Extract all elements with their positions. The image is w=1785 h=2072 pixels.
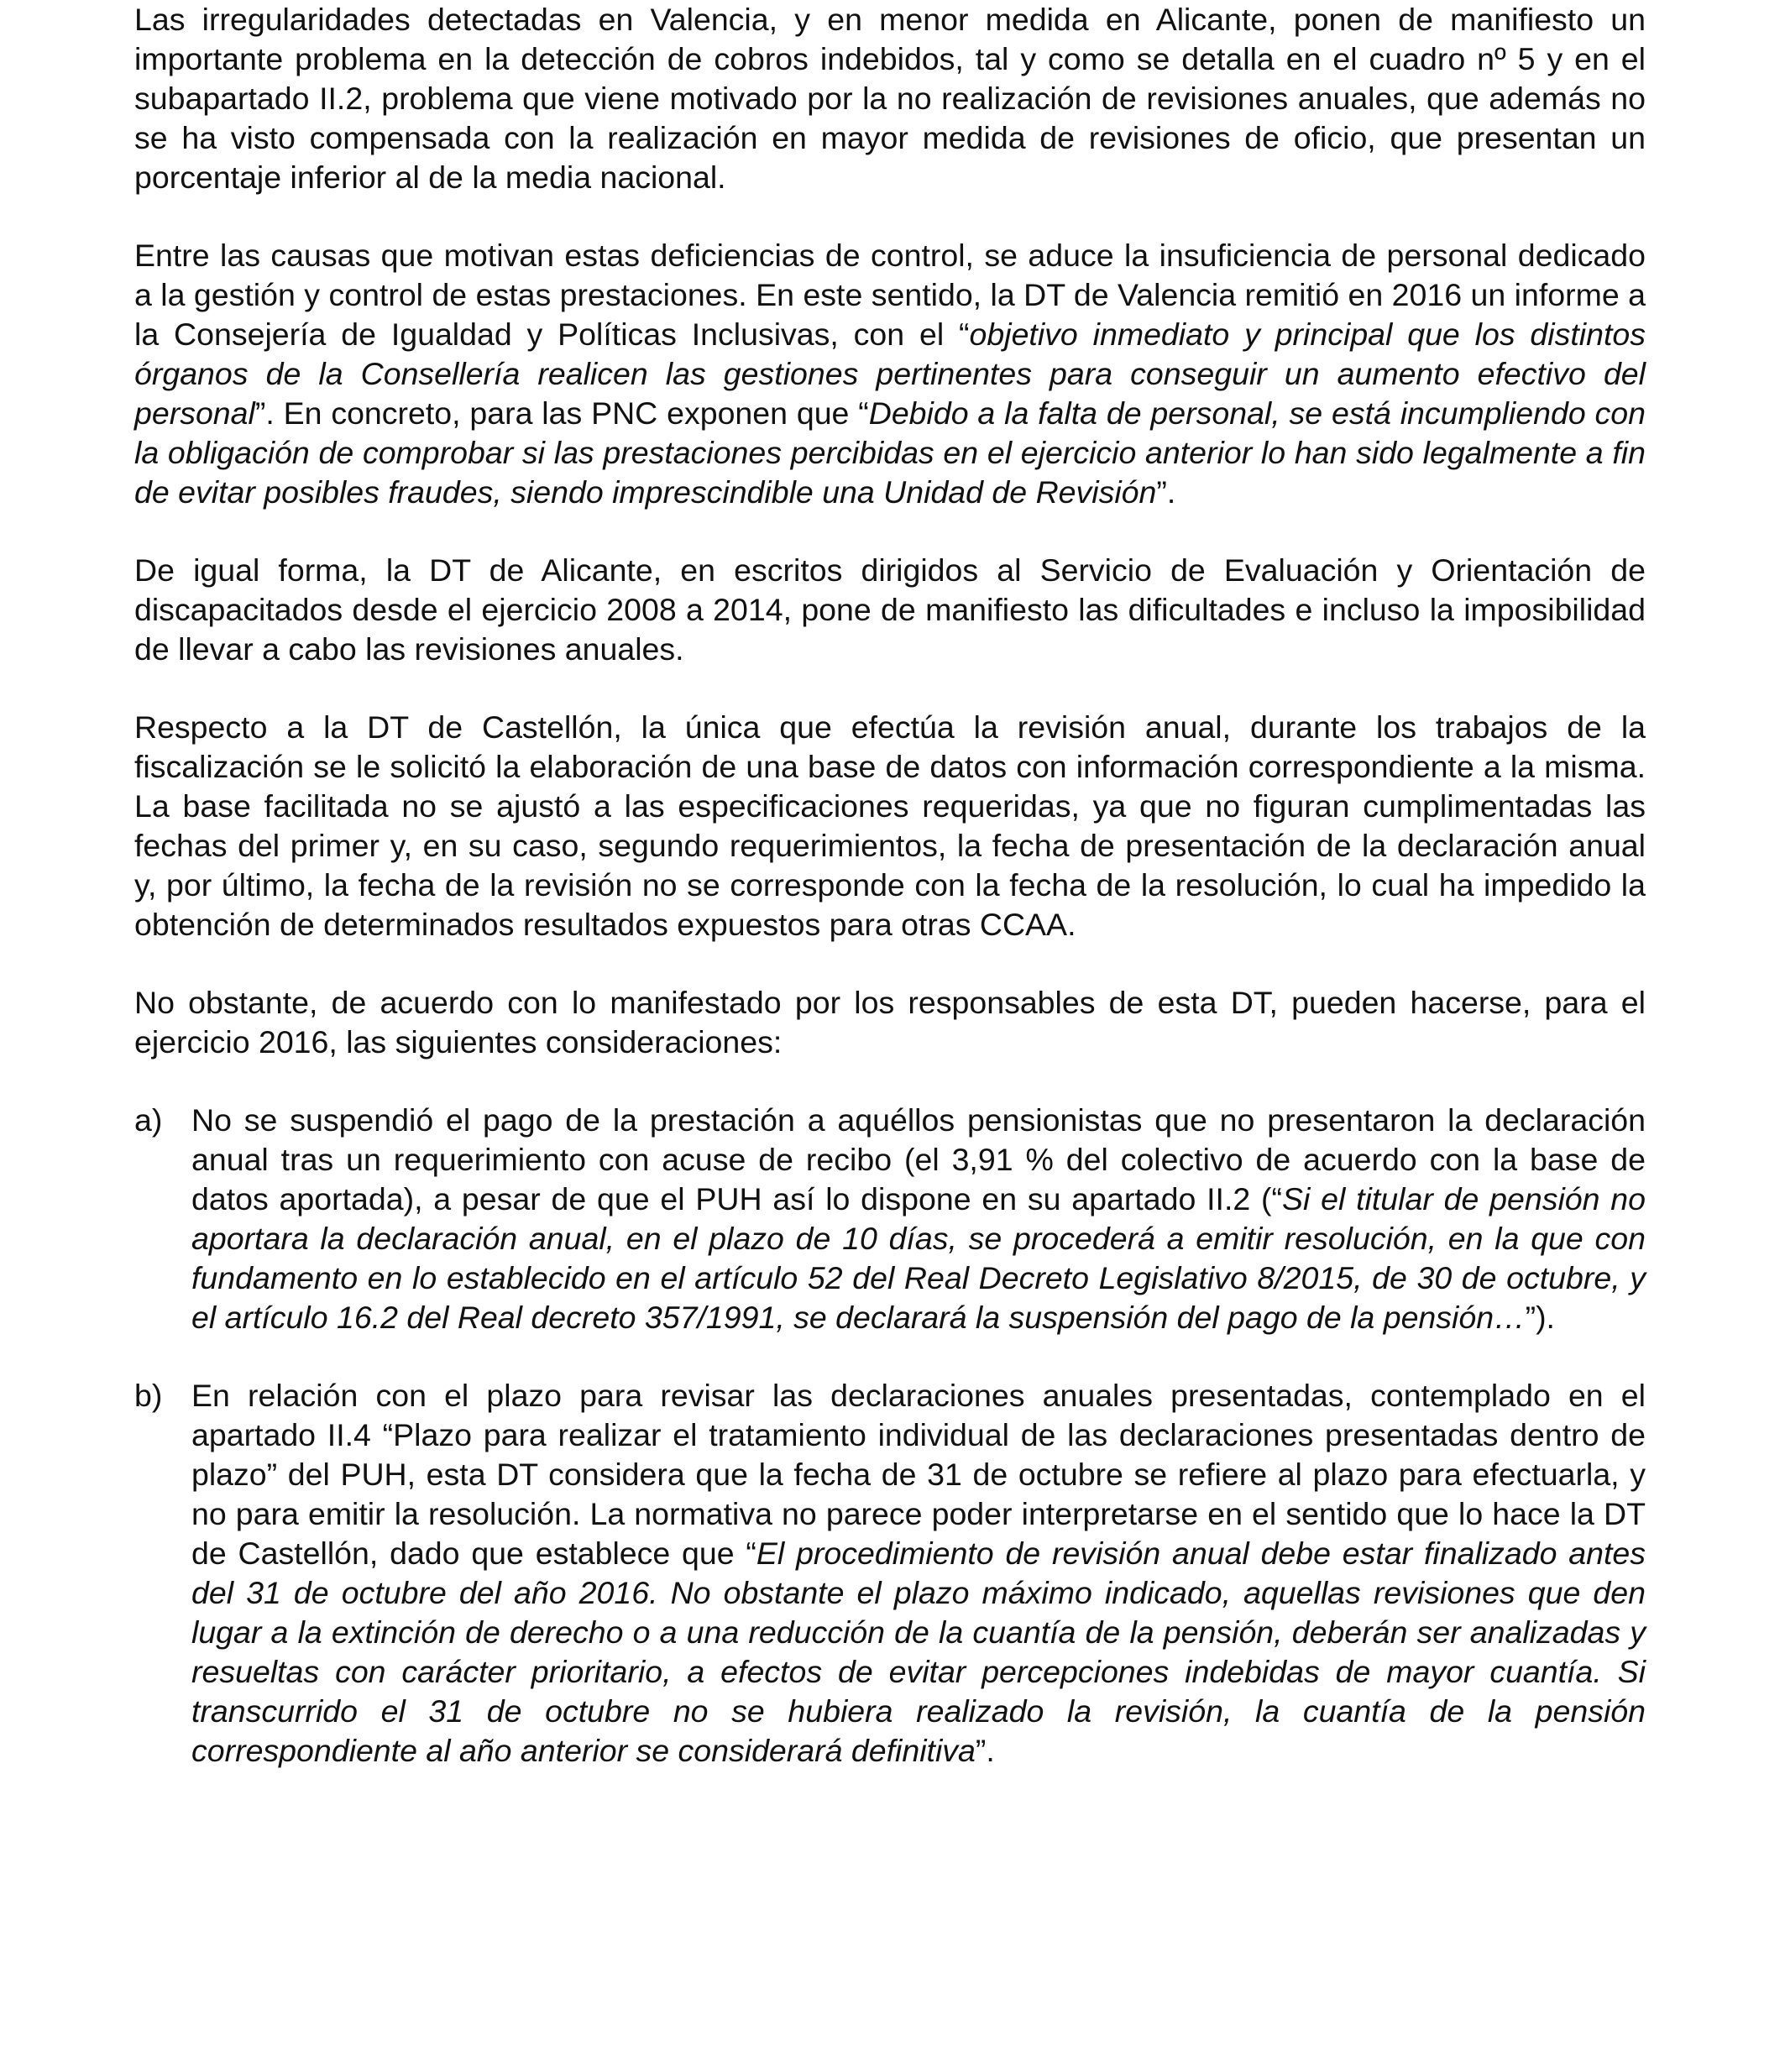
paragraph-alicante bbox=[134, 551, 1646, 669]
text-segment: ”. En concreto, para las PNC exponen que “ bbox=[254, 395, 869, 431]
text-segment: No obstante, de acuerdo con lo manifestado por los responsables de esta DT, pueden hacerse, para el ejercicio 2016, las siguientes consideraciones: bbox=[134, 985, 1646, 1060]
list-item-b bbox=[134, 1376, 1646, 1771]
text-segment: Respecto a la DT de Castellón, la única que efectúa la revisión anual, durante los trabajos de la fiscalización se le solicitó la elaboración de una base de datos con información correspondiente a la misma. La base facilitada no se ajustó a las especificaciones requeridas, ya que no figuran cumplimentadas las fechas del primer y, en su caso, segundo requerimientos, la fecha de presentación de la declaración anual y, por último, la fecha de la revisión no se corresponde con la fecha de la resolución, lo cual ha impedido la obtención de determinados resultados expuestos para otras CCAA. bbox=[134, 709, 1646, 942]
quote-segment: objetivo inmediato y principal que los distintos órganos de la Consellería realicen las gestiones pertinentes para conseguir un aumento efectivo del personal bbox=[134, 317, 1646, 431]
list-marker: b) bbox=[134, 1378, 163, 1413]
list-marker: a) bbox=[134, 1102, 163, 1138]
text-segment: Entre las causas que motivan estas deficiencias de control, se aduce la insuficiencia de personal dedicado a la gestión y control de estas prestaciones. En este sentido, la DT de Valencia remitió en 2016 un informe a la Consejería de Igualdad y Políticas Inclusivas, con el “ bbox=[134, 238, 1646, 352]
quote-segment: Debido a la falta de personal, se está incumpliendo con la obligación de comprobar si las prestaciones percibidas en el ejercicio anterior lo han sido legalmente a fin de evitar posibles fraudes, siendo imprescindible una Unidad de Revisión bbox=[134, 395, 1646, 510]
text-segment: De igual forma, la DT de Alicante, en escritos dirigidos al Servicio de Evaluación y Orientación de discapacitados desde el ejercicio 2008 a 2014, pone de manifiesto las dificultades e incluso la imposibilidad de llevar a cabo las revisiones anuales. bbox=[134, 552, 1646, 667]
quote-segment: El procedimiento de revisión anual debe estar finalizado antes del 31 de octubre del año 2016. No obstante el plazo máximo indicado, aquellas revisiones que den lugar a la extinción de derecho o a una reducción de la cuantía de la pensión, deberán ser analizadas y resueltas con carácter prioritario, a efectos de evitar percepciones indebidas de mayor cuantía. Si transcurrido el 31 de octubre no se hubiera realizado la revisión, la cuantía de la pensión correspondiente al año anterior se considerará definitiva bbox=[191, 1536, 1646, 1768]
document-page bbox=[134, 0, 1646, 1809]
list-item-a bbox=[134, 1101, 1646, 1337]
paragraph-irregularidades bbox=[134, 0, 1646, 197]
quote-segment: Si el titular de pensión no aportara la declaración anual, en el plazo de 10 días, se procederá a emitir resolución, en la que con fundamento en lo establecido en el artículo 52 del Real Decreto Legislativo 8/2015, de 30 de octubre, y el artículo 16.2 del Real decreto 357/1991, se declarará la suspensión del pago de la pensión… bbox=[191, 1181, 1646, 1335]
paragraph-causas bbox=[134, 236, 1646, 512]
text-segment: No se suspendió el pago de la prestación a aquéllos pensionistas que no presentaron la declaración anual tras un requerimiento con acuse de recibo (el 3,91 % del colectivo de acuerdo con la base de datos aportada), a pesar de que el PUH así lo dispone en su apartado II.2 (“ bbox=[191, 1102, 1646, 1217]
text-segment: ”. bbox=[1156, 474, 1176, 510]
text-segment: ”. bbox=[975, 1733, 995, 1768]
text-segment: En relación con el plazo para revisar las declaraciones anuales presentadas, contemplado en el apartado II.4 “Plazo para realizar el tratamiento individual de las declaraciones presentadas dentro de plazo” del PUH, esta DT considera que la fecha de 31 de octubre se refiere al plazo para efectuarla, y no para emitir la resolución. La normativa no parece poder interpretarse en el sentido que lo hace la DT de Castellón, dado que establece que “ bbox=[191, 1378, 1646, 1571]
paragraph-castellon bbox=[134, 708, 1646, 944]
list-item-body bbox=[191, 1101, 1646, 1337]
text-segment: Las irregularidades detectadas en Valencia, y en menor medida en Alicante, ponen de manifiesto un importante problema en la detección de cobros indebidos, tal y como se detalla en el cuadro nº 5 y en el subapartado II.2, problema que viene motivado por la no realización de revisiones anuales, que además no se ha visto compensada con la realización en mayor medida de revisiones de oficio, que presentan un porcentaje inferior al de la media nacional. bbox=[134, 2, 1646, 195]
paragraph-consideraciones bbox=[134, 983, 1646, 1062]
list-item-body bbox=[191, 1376, 1646, 1771]
text-segment: ”). bbox=[1525, 1300, 1555, 1335]
